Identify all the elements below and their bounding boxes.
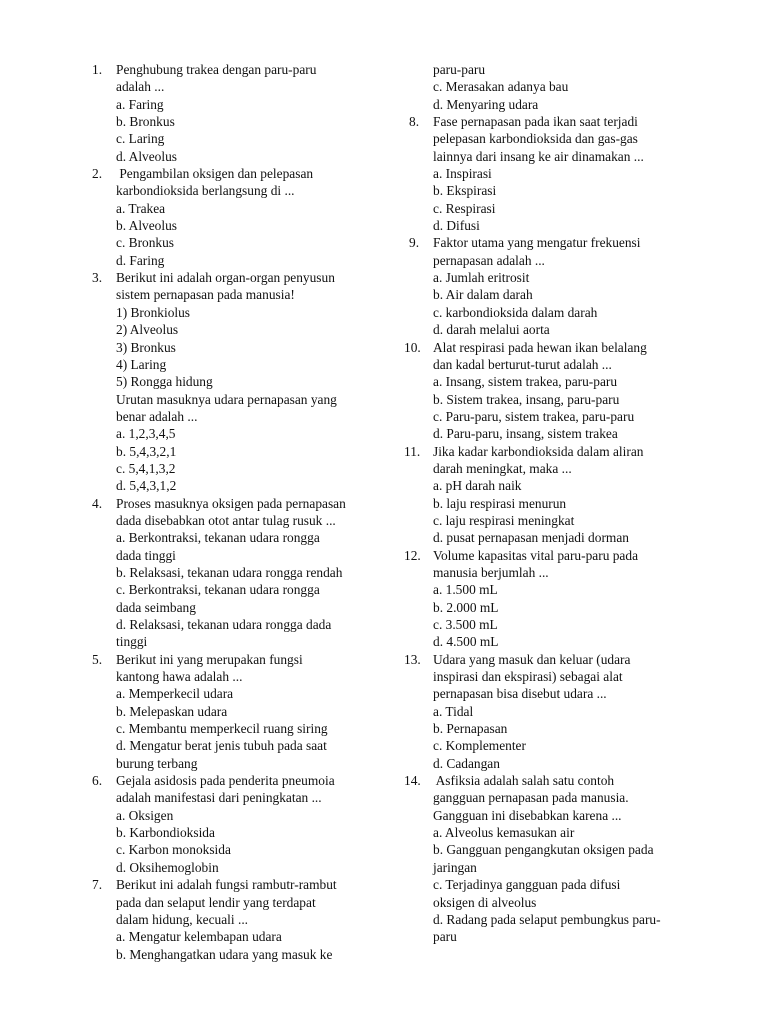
answer-option: b. Melepaskan udara xyxy=(116,703,228,719)
answer-option: d. pusat pernapasan menjadi dorman xyxy=(433,530,629,546)
question-4 xyxy=(92,495,392,651)
question-text-line: Volume kapasitas vital paru-paru pada xyxy=(433,547,639,563)
question-7 xyxy=(92,876,392,963)
question-text-line: oksigen di alveolus xyxy=(433,894,537,910)
answer-option: b. Menghangatkan udara yang masuk ke xyxy=(116,946,333,962)
question-text-line: benar adalah ... xyxy=(116,408,198,424)
question-text-line: adalah manifestasi dari peningkatan ... xyxy=(116,790,322,806)
right-column xyxy=(404,61,709,946)
question-text-line: dalam hidung, kecuali ... xyxy=(116,911,249,927)
answer-option: a. Mengatur kelembapan udara xyxy=(116,929,282,945)
answer-option: c. Karbon monoksida xyxy=(116,842,231,858)
answer-option: d. Faring xyxy=(116,252,165,268)
question-text-line: 5) Rongga hidung xyxy=(116,374,213,390)
answer-option: a. Insang, sistem trakea, paru-paru xyxy=(433,374,618,390)
question-10 xyxy=(404,339,709,443)
question-number: 10. xyxy=(404,339,421,355)
question-text-line: Pengambilan oksigen dan pelepasan xyxy=(116,166,314,182)
answer-option: a. Jumlah eritrosit xyxy=(433,270,530,286)
question-text-line: Berikut ini adalah fungsi rambutr-rambut xyxy=(116,877,337,893)
answer-option: b. 5,4,3,2,1 xyxy=(116,443,177,459)
question-text-line: Penghubung trakea dengan paru-paru xyxy=(116,62,317,77)
question-text-line: Asfiksia adalah salah satu contoh xyxy=(433,773,615,789)
answer-option: d. Cadangan xyxy=(433,755,500,771)
answer-option: c. Laring xyxy=(116,131,165,147)
question-number: 1. xyxy=(92,62,103,77)
answer-option: b. Relaksasi, tekanan udara rongga rendah xyxy=(116,564,343,580)
question-number: 4. xyxy=(92,495,103,511)
question-number: 5. xyxy=(92,651,103,667)
answer-option: b. Gangguan pengangkutan oksigen pada xyxy=(433,842,654,858)
question-text-line: gangguan pernapasan pada manusia. xyxy=(433,790,629,806)
question-text-line: Jika kadar karbondioksida dalam aliran xyxy=(433,443,644,459)
answer-option: d. 5,4,3,1,2 xyxy=(116,478,177,494)
question-text-line: Faktor utama yang mengatur frekuensi xyxy=(433,235,641,251)
question-14 xyxy=(404,772,709,945)
question-number: 6. xyxy=(92,773,103,789)
question-text-line: Proses masuknya oksigen pada pernapasan xyxy=(116,495,346,511)
answer-option: c. laju respirasi meningkat xyxy=(433,512,575,528)
question-text-line: Berikut ini yang merupakan fungsi xyxy=(116,651,303,667)
question-3 xyxy=(92,269,392,494)
question-text-line: Berikut ini adalah organ-organ penyusun xyxy=(116,270,335,286)
question-text-line: dada seimbang xyxy=(116,599,196,615)
question-number: 9. xyxy=(409,235,420,251)
question-text-line: sistem pernapasan pada manusia! xyxy=(116,287,295,303)
question-text-line: Gejala asidosis pada penderita pneumoia xyxy=(116,773,335,789)
question-text-line: 4) Laring xyxy=(116,356,167,372)
answer-option: b. Pernapasan xyxy=(433,721,508,737)
question-text-line: 3) Bronkus xyxy=(116,339,176,355)
question-number: 12. xyxy=(404,547,421,563)
left-column xyxy=(92,61,392,963)
question-number: 8. xyxy=(409,114,420,130)
question-number: 7. xyxy=(92,877,103,893)
question-text-line: karbondioksida berlangsung di ... xyxy=(116,183,295,199)
question-1 xyxy=(92,61,392,165)
answer-option: c. Komplementer xyxy=(433,738,526,754)
answer-option: a. 1.500 mL xyxy=(433,582,498,598)
question-text-line: adalah ... xyxy=(116,79,165,95)
question-text-line: jaringan xyxy=(433,859,477,875)
answer-option: a. Tidal xyxy=(433,703,474,719)
question-number: 14. xyxy=(404,773,421,789)
answer-option: b. Bronkus xyxy=(116,114,175,130)
answer-option: d. Radang pada selaput pembungkus paru- xyxy=(433,911,661,927)
answer-option: d. darah melalui aorta xyxy=(433,322,550,338)
question-text-line: darah meningkat, maka ... xyxy=(433,460,572,476)
question-text-line: Gangguan ini disebabkan karena ... xyxy=(433,807,622,823)
question-text-line: paru xyxy=(433,929,457,945)
question-continuation xyxy=(409,61,709,113)
answer-option: d. Alveolus xyxy=(116,148,178,164)
answer-option: c. Paru-paru, sistem trakea, paru-paru xyxy=(433,408,635,424)
question-text-line: lainnya dari insang ke air dinamakan ... xyxy=(433,148,644,164)
question-5 xyxy=(92,651,392,772)
answer-option: d. 4.500 mL xyxy=(433,634,499,650)
answer-option: a. 1,2,3,4,5 xyxy=(116,426,176,442)
question-text-line: 1) Bronkiolus xyxy=(116,304,191,320)
question-text-line: 2) Alveolus xyxy=(116,322,179,338)
question-text-line: dan kadal berturut-turut adalah ... xyxy=(433,356,612,372)
answer-option: d. Menyaring udara xyxy=(433,96,539,112)
question-2 xyxy=(92,165,392,269)
answer-option: b. 2.000 mL xyxy=(433,599,499,615)
answer-option: d. Oksihemoglobin xyxy=(116,859,219,875)
question-number: 3. xyxy=(92,270,103,286)
question-text-line: kantong hawa adalah ... xyxy=(116,669,243,685)
question-number: 13. xyxy=(404,651,421,667)
answer-option: a. Memperkecil udara xyxy=(116,686,234,702)
answer-option: a. Inspirasi xyxy=(433,166,492,182)
question-text-line: pernapasan adalah ... xyxy=(433,252,545,268)
answer-option: a. Faring xyxy=(116,96,164,112)
answer-option: a. pH darah naik xyxy=(433,478,522,494)
answer-option: d. Mengatur berat jenis tubuh pada saat xyxy=(116,738,327,754)
question-number: 2. xyxy=(92,166,103,182)
answer-option: d. Relaksasi, tekanan udara rongga dada xyxy=(116,617,332,632)
answer-option: c. Bronkus xyxy=(116,235,175,251)
question-text-line: dada tinggi xyxy=(116,547,176,563)
answer-option: b. laju respirasi menurun xyxy=(433,495,567,511)
answer-option: d. Difusi xyxy=(433,218,480,234)
answer-option: a. Berkontraksi, tekanan udara rongga xyxy=(116,530,320,546)
question-9 xyxy=(409,234,709,338)
answer-option: c. Berkontraksi, tekanan udara rongga xyxy=(116,582,320,598)
question-6 xyxy=(92,772,392,876)
question-text-line: pelepasan karbondioksida dan gas-gas xyxy=(433,131,638,147)
answer-option: c. 3.500 mL xyxy=(433,617,498,632)
question-text-line: pernapasan bisa disebut udara ... xyxy=(433,686,607,702)
question-text-line: inspirasi dan ekspirasi) sebagai alat xyxy=(433,669,623,685)
question-text-line: dada disebabkan otot antar tulag rusuk ... xyxy=(116,512,336,528)
answer-option: c. Membantu memperkecil ruang siring xyxy=(116,721,328,737)
answer-option: c. Terjadinya gangguan pada difusi xyxy=(433,877,621,893)
answer-option: c. Merasakan adanya bau xyxy=(433,79,569,95)
question-8 xyxy=(409,113,709,234)
answer-option: a. Oksigen xyxy=(116,807,174,823)
question-text-line: manusia berjumlah ... xyxy=(433,564,549,580)
question-text-line: pada dan selaput lendir yang terdapat xyxy=(116,894,316,910)
question-text-line: Alat respirasi pada hewan ikan belalang xyxy=(433,339,647,355)
question-13 xyxy=(404,651,709,772)
question-12 xyxy=(404,547,709,651)
answer-option: c. 5,4,1,3,2 xyxy=(116,460,176,476)
answer-option: b. Karbondioksida xyxy=(116,825,215,841)
question-text-line: Fase pernapasan pada ikan saat terjadi xyxy=(433,114,638,130)
question-text-line: burung terbang xyxy=(116,755,198,771)
answer-option: b. Air dalam darah xyxy=(433,287,533,303)
question-text-line: Udara yang masuk dan keluar (udara xyxy=(433,651,631,667)
answer-option: d. Paru-paru, insang, sistem trakea xyxy=(433,426,618,442)
question-text-line: paru-paru xyxy=(433,62,486,77)
question-number: 11. xyxy=(404,443,421,459)
answer-option: c. Respirasi xyxy=(433,200,496,216)
answer-option: b. Ekspirasi xyxy=(433,183,497,199)
question-11 xyxy=(404,443,709,547)
answer-option: a. Trakea xyxy=(116,200,166,216)
answer-option: a. Alveolus kemasukan air xyxy=(433,825,575,841)
answer-option: b. Sistem trakea, insang, paru-paru xyxy=(433,391,620,407)
answer-option: b. Alveolus xyxy=(116,218,178,234)
question-text-line: tinggi xyxy=(116,634,148,650)
answer-option: c. karbondioksida dalam darah xyxy=(433,304,598,320)
question-text-line: Urutan masuknya udara pernapasan yang xyxy=(116,391,337,407)
